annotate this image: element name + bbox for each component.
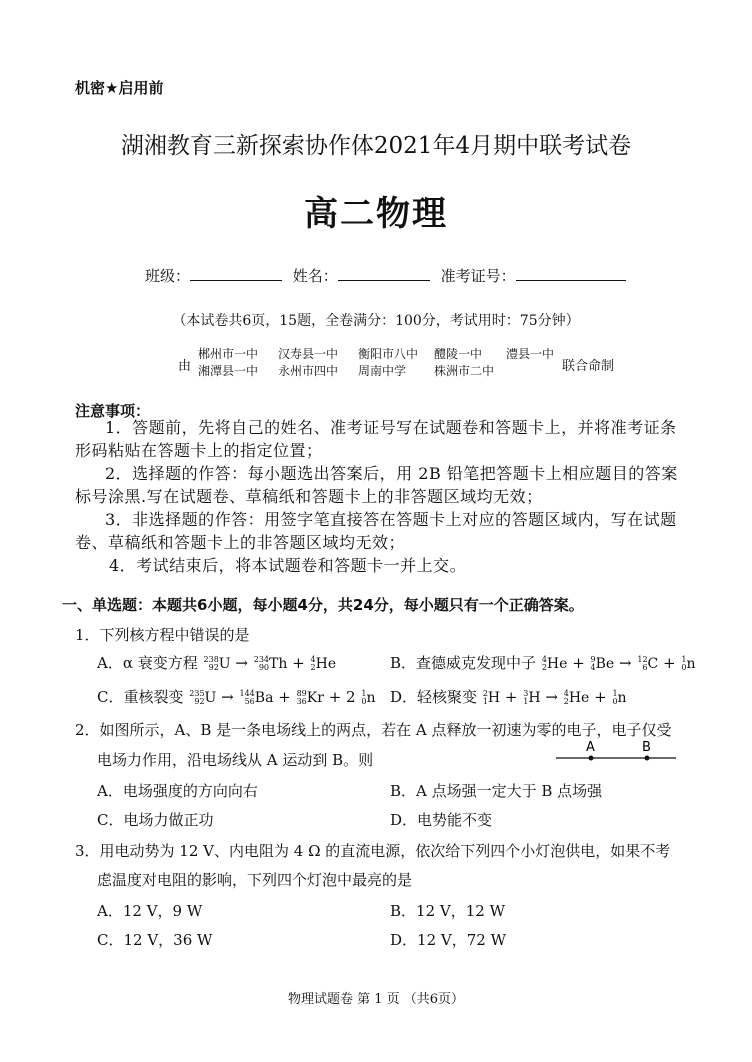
school: 汉寿县一中 bbox=[278, 347, 339, 361]
q1-stem: 1．下列核方程中错误的是 bbox=[75, 626, 250, 644]
q1-option-d[interactable]: D．轻核聚变 2 1H + 3 1H → 4 2He + 1 0n bbox=[390, 688, 627, 706]
electric-field-line-figure bbox=[552, 738, 682, 772]
notice-item-1: 1．答题前，先将自己的姓名、准考证号写在试题卷和答题卡上，并将准考证条形码粘贴在答题卡上的指定位置； bbox=[75, 418, 677, 460]
nuclide: 1 0n bbox=[361, 689, 376, 706]
nuclide: 4 2He bbox=[310, 655, 337, 672]
subject-title: 高二物理 bbox=[304, 194, 448, 234]
school: 醴陵一中 bbox=[434, 347, 483, 361]
joint-prefix: 由 bbox=[178, 359, 192, 374]
school: 湘潭县一中 bbox=[198, 364, 259, 378]
nuclide: 12 6C bbox=[637, 655, 659, 672]
nuclide: 235 92U bbox=[189, 689, 217, 706]
nuclide: 89 36Kr bbox=[296, 689, 324, 706]
page-footer: 物理试题卷 第 1 页 （共6页） bbox=[287, 992, 465, 1007]
school: 株洲市二中 bbox=[434, 364, 495, 378]
nuclide: 144 56Ba bbox=[239, 689, 274, 706]
nuclide: 238 92U bbox=[203, 655, 231, 672]
point-b-label: B bbox=[642, 740, 651, 755]
arrow: → bbox=[545, 688, 558, 706]
q3-stem-line1: 3．用电动势为 12 V、内电阻为 4 Ω 的直流电源，依次给下列四个小灯泡供电，如果不考 bbox=[75, 842, 671, 860]
q3-option-d[interactable]: D．12 V，72 W bbox=[390, 931, 506, 949]
q2-option-a[interactable]: A．电场强度的方向向右 bbox=[97, 782, 258, 800]
q3-option-a[interactable]: A．12 V，9 W bbox=[97, 902, 203, 920]
nuclide: 1 0n bbox=[612, 689, 627, 706]
student-info-line bbox=[145, 265, 632, 286]
class-label: 班级： bbox=[145, 267, 191, 285]
point-a-label: A bbox=[586, 740, 595, 755]
school: 郴州市一中 bbox=[198, 347, 259, 361]
q1-option-a[interactable]: A．α 衰变方程 238 92U → 234 90Th + 4 2He bbox=[97, 654, 337, 672]
q2-stem-line1: 2．如图所示，A、B 是一条电场线上的两点，若在 A 点释放一初速为零的电子，电子仅受 bbox=[75, 721, 672, 739]
confidential-mark: 机密★启用前 bbox=[75, 79, 164, 97]
arrow: → bbox=[221, 688, 234, 706]
notice-item-3: 3．非选择题的作答：用签字笔直接答在答题卡上对应的答题区域内，写在试题卷、草稿纸和答题卡上的非答题区域均无效； bbox=[75, 510, 677, 552]
nuclide: 234 90Th bbox=[253, 655, 288, 672]
school: 永州市四中 bbox=[278, 364, 339, 378]
school: 衡阳市八中 bbox=[358, 347, 419, 361]
q1-option-b[interactable]: B．查德威克发现中子 4 2He + 9 4Be → 12 6C + 1 0n bbox=[390, 654, 696, 672]
point-a bbox=[589, 756, 594, 761]
nuclide: 9 4Be bbox=[590, 655, 615, 672]
point-b bbox=[645, 756, 650, 761]
q3-option-b[interactable]: B．12 V，12 W bbox=[390, 902, 505, 920]
section-heading: 一、单选题：本题共6小题，每小题4分，共24分，每小题只有一个正确答案。 bbox=[62, 596, 584, 614]
q1-option-d-label: D．轻核聚变 bbox=[390, 688, 478, 706]
arrow: → bbox=[235, 654, 248, 672]
nuclide: 1 0n bbox=[681, 655, 696, 672]
notice-item-2: 2．选择题的作答：每小题选出答案后，用 2B 铅笔把答题卡上相应题目的答案标号涂黑.写在试题卷、草稿纸和答题卡上的非答题区域均无效； bbox=[75, 464, 678, 506]
nuclide: 3 1H bbox=[523, 689, 541, 706]
joint-suffix: 联合命制 bbox=[562, 359, 615, 374]
q2-option-d[interactable]: D．电势能不变 bbox=[390, 811, 493, 829]
q1-option-b-label: B．查德威克发现中子 bbox=[390, 654, 537, 672]
q1-option-c-label: C．重核裂变 bbox=[97, 688, 184, 706]
school: 澧县一中 bbox=[506, 347, 555, 361]
q1-option-c[interactable]: C．重核裂变 235 92U → 144 56Ba + 89 36Kr + 2 1 0n bbox=[97, 688, 376, 706]
q2-stem-line2: 电场力作用，沿电场线从 A 运动到 B。则 bbox=[97, 751, 374, 769]
q3-stem-line2: 虑温度对电阻的影响，下列四个灯泡中最亮的是 bbox=[97, 871, 413, 889]
q3-option-c[interactable]: C．12 V，36 W bbox=[97, 931, 213, 949]
nuclide: 2 1H bbox=[482, 689, 501, 706]
arrow: → bbox=[619, 654, 632, 672]
school: 周南中学 bbox=[358, 364, 407, 378]
name-label: 姓名： bbox=[292, 267, 338, 285]
class-blank[interactable] bbox=[190, 266, 282, 281]
exam-title: 湖湘教育三新探索协作体2021年4月期中联考试卷 bbox=[120, 133, 632, 159]
nuclide: 4 2He bbox=[541, 655, 568, 672]
q1-option-a-label: A．α 衰变方程 bbox=[97, 654, 198, 672]
q2-option-c[interactable]: C．电场力做正功 bbox=[97, 811, 214, 829]
exam-note: （本试卷共6页，15题，全卷满分：100分，考试用时：75分钟） bbox=[172, 313, 580, 329]
exam-number-label: 准考证号： bbox=[440, 267, 516, 285]
exam-number-blank[interactable] bbox=[516, 266, 626, 281]
q2-option-b[interactable]: B．A 点场强一定大于 B 点场强 bbox=[390, 782, 603, 800]
notice-item-4: 4．考试结束后，将本试题卷和答题卡一并上交。 bbox=[109, 556, 467, 575]
name-blank[interactable] bbox=[338, 266, 430, 281]
notice-heading: 注意事项： bbox=[75, 402, 151, 420]
nuclide: 4 2He bbox=[563, 689, 590, 706]
